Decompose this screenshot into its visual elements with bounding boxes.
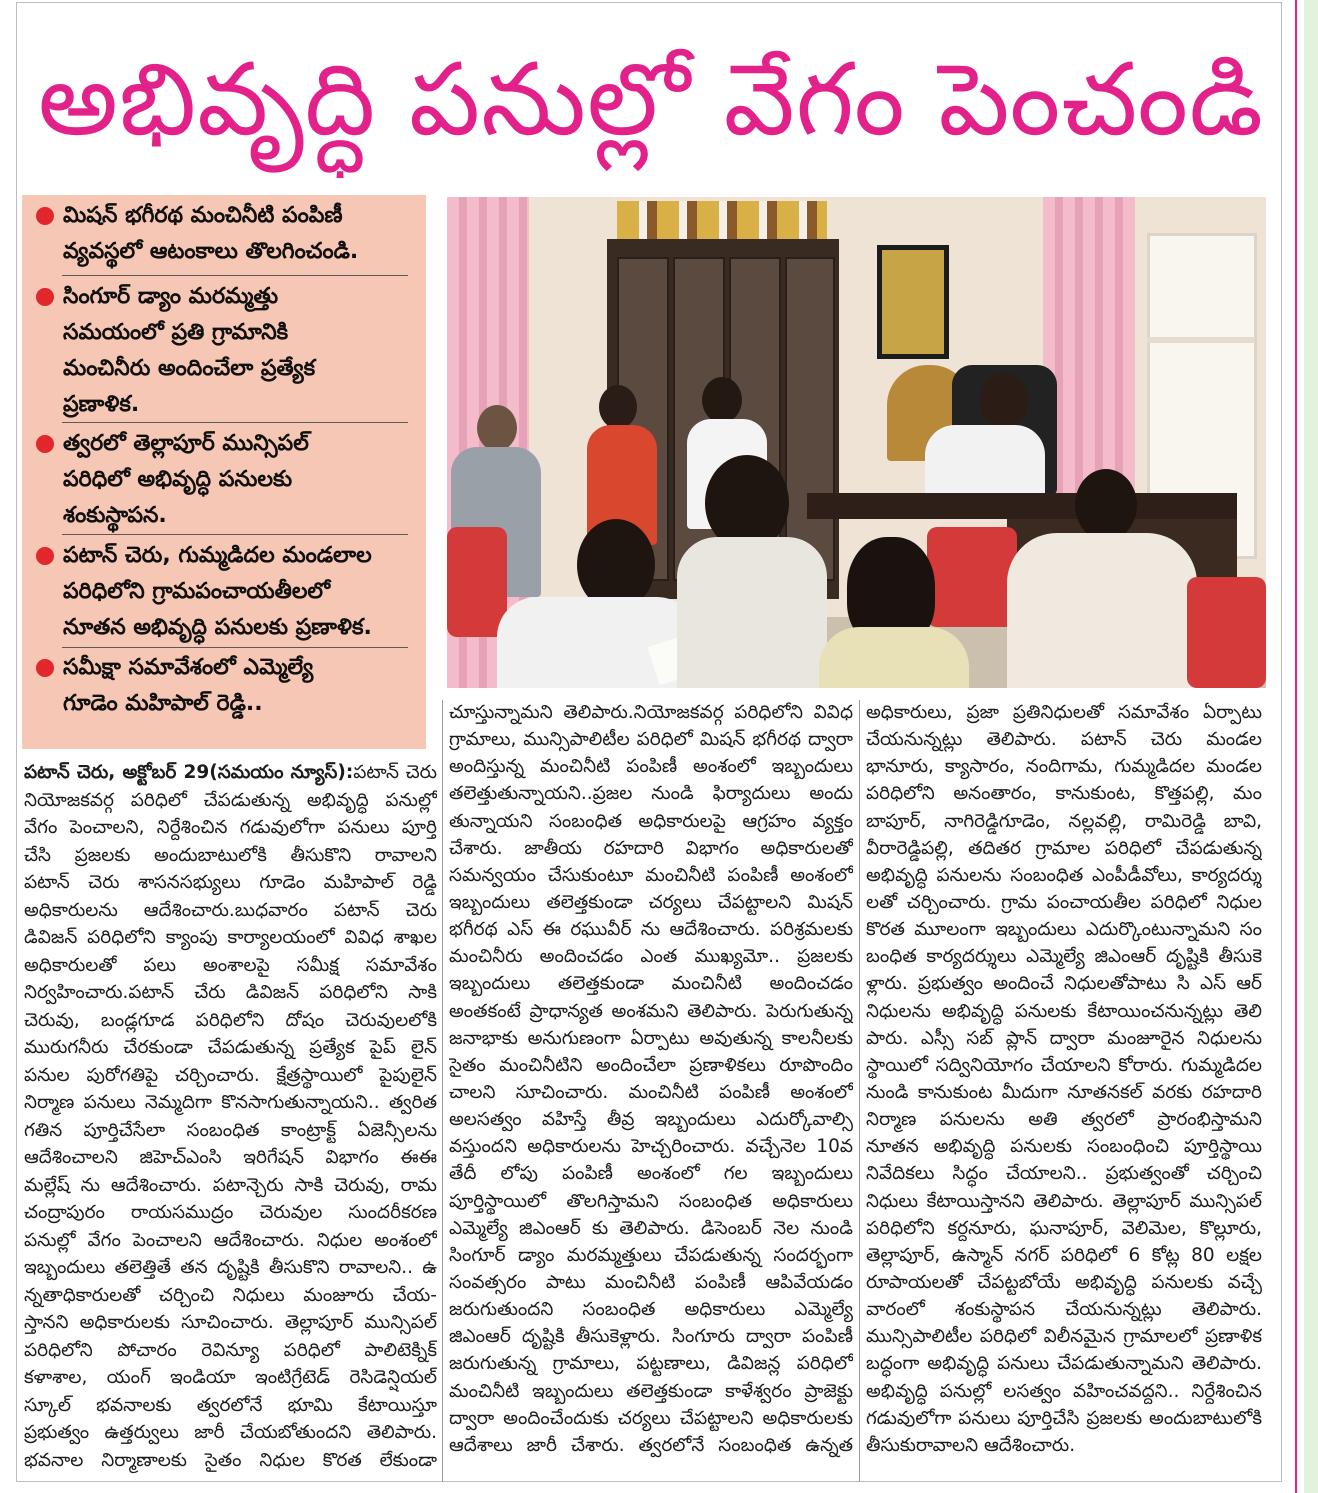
photo-person-white-shirt	[1007, 533, 1197, 688]
edge-strip	[1304, 0, 1318, 1493]
photo-shelf	[1147, 337, 1255, 343]
article-column-3	[866, 699, 1262, 1459]
highlight-item	[22, 538, 426, 646]
article-line: నిధులు కేటాయిస్తానని తెలిపారు. తెల్లాపూర్ మున్సిపల్	[866, 1190, 1262, 1212]
article-line: పటాన్ చెరు శాసనసభ్యులు గూడెం మహిపాల్ రెడ్డి	[24, 872, 437, 893]
article-line: స్తానని అధికారులకు సూచించారు. తెల్లాపూర్ మున్సిపల్	[24, 1312, 437, 1333]
article-line: స్థాయిలో సద్వినియోగం చేయాలని కోరారు. గుమ్మడిదల	[866, 1054, 1262, 1076]
article-line: ఆదేశించాలని జిహెచ్ఎంసి ఇరిగేషన్ విభాగం ఈఈ	[24, 1147, 437, 1168]
article-line: పరిధిలోని కర్దనూరు, ఘనాపూర్, వెలిమెల, కొల్లూరు,	[866, 1217, 1262, 1239]
divider	[62, 275, 408, 276]
article-line: చెరువు, బండ్లగూడ పరిధిలోని దోషం చెరువులలోకి	[24, 1009, 437, 1031]
edge-rule	[1295, 0, 1297, 1493]
article-line: పనుల్లో వేగం పెంచాలని ఆదేశించారు. నిధుల అంశంలో	[24, 1229, 437, 1251]
photo-person-head	[599, 385, 637, 429]
article-line: నిర్మాణ పనులను అతి త్వరలో ప్రారంభిస్తామని	[866, 1109, 1262, 1131]
article-line: అధికారులతో పలు అంశాలపై సమీక్ష సమావేశం	[24, 954, 437, 976]
highlight-item	[22, 650, 426, 722]
article-line: వేగం పెంచాలని, నిర్దేశించిన గడువులోగా పనులు పూర్తి	[24, 817, 437, 838]
bullet-icon	[36, 207, 54, 225]
highlight-item	[22, 198, 426, 270]
article-line: పూర్తిస్థాయిలో తొలగిస్తామని సంబంధిత అధికారులు	[449, 1190, 853, 1212]
article-line: పనుల పురోగతిపై చర్చించారు. క్షేత్రస్థాయిలో పైపులైన్	[24, 1064, 437, 1086]
bullet-icon	[36, 659, 54, 677]
photo-person-head	[980, 373, 1028, 429]
divider	[62, 647, 408, 648]
article-line: చేయనున్నట్లు తెలిపారు. పటాన్ చెరు మండల	[866, 729, 1262, 751]
article-line: డివిజన్ పరిధిలోని క్యాంపు కార్యాలయంలో వివిధ శాఖల	[24, 927, 437, 948]
article-line: పారు. ఎస్సీ సబ్ ప్లాన్ ద్వారా మంజూరైన నిధులను	[866, 1027, 1262, 1049]
column-rule	[859, 700, 860, 1482]
article-line: గడువులోగా పనులు పూర్తిచేసి ప్రజలకు అందుబాటులోకి	[866, 1407, 1262, 1429]
article-line: తెల్లాపూర్, ఉస్మాన్ నగర్ పరిధిలో 6 కోట్ల 80 లక్షల	[866, 1244, 1262, 1266]
photo-awards	[617, 201, 827, 239]
photo-person-head	[702, 377, 742, 423]
article-line: తలెత్తుతున్నాయని..ప్రజల నుండి ఫిర్యాదులు అందు	[449, 783, 853, 805]
article-line: తీసుకురావాలని ఆదేశించారు.	[866, 1434, 1076, 1456]
article-line: చాలని సూచించారు. మంచినీటి పంపిణీ అంశంలో	[449, 1081, 853, 1103]
article-line: ళ్లారు. ప్రభుత్వం అందించే నిధులతోపాటు సి ఎస్ ఆర్	[866, 973, 1262, 995]
article-line: కొరత మూలంగా ఇబ్బందులు ఎదుర్కొంటున్నామని సం	[866, 919, 1262, 941]
photo-desk-top	[807, 493, 1237, 519]
article-line: వస్తుందని అధికారులను హెచ్చరించారు. వచ్చేనెల 10వ	[449, 1136, 853, 1158]
article-line: జనాభాకు అనుగుణంగా ఏర్పాటు అవుతున్న కాలనీలకు	[449, 1027, 853, 1049]
article-line: తేదీ లోపు పంపిణీ అంశంలో గల ఇబ్బందులు	[449, 1163, 853, 1185]
highlight-line: పటాన్ చెరు, గుమ్మడిదల మండలాల	[63, 543, 372, 568]
highlight-line: త్వరలో తెల్లాపూర్ మున్సిపల్	[63, 431, 309, 456]
article-line: చంద్రాపురం రాయసముద్రం చెరువుల సుందరీకరణ	[24, 1202, 437, 1223]
article-line: ద్వారా అందించేందుకు చర్యలు చేపట్టాలని అధికారులకు	[449, 1407, 853, 1429]
article-line: న్నతాధికారులతో చర్చించి నిధులు మంజూరు చేయ-	[24, 1284, 437, 1306]
photo-red-chair	[927, 527, 1017, 627]
photo-person-head	[1075, 469, 1137, 541]
article-line	[24, 759, 437, 787]
article-line: అంతకంటే ప్రాధాన్యత అంశమని తెలిపారు. పెరుగుతున్న	[449, 1000, 853, 1022]
article-text: పటాన్ చెరు	[353, 762, 437, 783]
article-line: ఇబ్బందులు తలెత్తకుండా మంచినీటి అందించడం	[449, 973, 853, 995]
article-line: అలసత్వం వహిస్తే తీవ్ర ఇబ్బందులు ఎదుర్కోవాల్సి	[449, 1109, 853, 1131]
highlight-line: మంచినీరు అందించేలా ప్రత్యేక	[63, 356, 316, 381]
highlight-line: శంకుస్థాపన.	[63, 503, 167, 528]
highlight-line: పరిధిలో అభివృద్ధి పనులకు	[63, 467, 293, 492]
article-line: తున్నాయని సంబంధిత అధికారులపై ఆగ్రహం వ్యక్తం	[449, 810, 853, 832]
photo-portrait-frame	[877, 245, 949, 359]
article-line: ఇబ్బందులు తలెత్తకుండా చర్యలు చేపట్టాలని మిషన్	[449, 891, 853, 913]
highlight-line: మిషన్ భగీరథ మంచినీటి పంపిణీ	[63, 203, 343, 228]
highlight-line: సమీక్షా సమావేశంలో ఎమ్మెల్యే	[63, 655, 314, 680]
article-line: నియోజకవర్గ పరిధిలో చేపడుతున్న అభివృద్ధి పనుల్లో	[24, 789, 437, 811]
article-line: భవనాల నిర్మాణాలకు సైతం నిధుల కొరత లేకుండా	[24, 1449, 437, 1471]
highlight-line: నూతన అభివృద్ధి పనులకు ప్రణాళిక.	[63, 615, 372, 640]
article-line: మురుగనీరు చేరకుండా చేపడుతున్న ప్రత్యేక పైప్ లైన్	[24, 1037, 437, 1058]
highlight-line: గూడెం మహిపాల్ రెడ్డి..	[63, 691, 263, 716]
divider	[62, 422, 408, 423]
article-line: వీరారెడ్డిపల్లి, తదితర గ్రామాల పరిధిలో చేపడుతున్న	[866, 837, 1262, 859]
headline: అభివృద్ధి పనుల్లో వేగం పెంచండి	[37, 41, 1265, 158]
article-line: భగీరథ ఎస్ ఈ రఘువీర్ ను ఆదేశించారు. పరిశ్రమలకు	[449, 919, 853, 941]
article-line: నివేదికలు సిద్ధం చేయాలని.. ప్రభుత్వంతో చర్చించి	[866, 1163, 1262, 1185]
article-column-2	[449, 699, 853, 1459]
highlight-line: సమయంలో ప్రతి గ్రామానికి	[63, 320, 289, 345]
article-line: మంచినీటి ఇబ్బందులు తలెత్తకుండా కాళేశ్వరం ప్రాజెక్టు	[449, 1380, 853, 1402]
article-line: లతో చర్చించారు. గ్రామ పంచాయతీల పరిధిలో నిధుల	[866, 891, 1262, 913]
article-line: సమన్వయం చేసుకుంటూ మంచినీటి పంపిణీ అంశంలో	[449, 864, 853, 886]
article-line: ఇబ్బందులు తలెత్తితే తన దృష్టికి తీసుకొని రావాలని.. ఉ	[24, 1257, 437, 1278]
highlight-line: పరిధిలోని గ్రామపంచాయతీలలో	[63, 579, 331, 604]
article-line: గ్రామాలు, మున్సిపాలిటీల పరిధిలో మిషన్ భగీరథ ద్వారా	[449, 729, 853, 751]
article-line: అభివృద్ధి పనుల్లో లసత్వం వహించవద్దని.. నిర్దేశించిన	[866, 1380, 1262, 1402]
article-line: అభివృద్ధి పనులను సంబంధిత ఎంపీడీవోలు, కార్యదర్శు	[866, 864, 1262, 886]
article-line: రూపాయలతో చేపట్టబోయే అభివృద్ధి పనులకు వచ్చే	[866, 1271, 1262, 1293]
article-line: బంధిత కార్యదర్శులు ఎమ్మెల్యే జిఎంఆర్ దృష్టికి తీసుకె	[866, 946, 1262, 968]
photo-red-chair	[1187, 577, 1266, 688]
article-line: బద్ధంగా అభివృద్ధి పనులు చేపడుతున్నామని తెలిపారు.	[866, 1353, 1262, 1375]
article-line: బాపూర్, నాగిరెడ్డిగూడెం, నల్లవల్లి, రామిరెడ్డి బావి,	[866, 810, 1262, 832]
article-line: మల్లేష్ ను ఆదేశించారు. పటాన్చెరు సాకి చెరువు, రామ	[24, 1174, 437, 1196]
bullet-icon	[36, 547, 54, 565]
article-line: చేశారు. జాతీయ రహదారి విభాగం అధికారులతో	[449, 837, 853, 859]
article-line: పరిధిలోని అనంతారం, కానుకుంట, కొత్తపల్లి, మం	[866, 783, 1262, 805]
article-line: స్కూల్ భవనాలకు త్వరలోనే భూమి కేటాయిస్తూ	[24, 1394, 437, 1416]
photo-cabinet-door	[785, 257, 835, 581]
article-line: సింగూర్ డ్యాం మరమ్మత్తులు చేపడుతున్న సందర్భంగా	[449, 1244, 853, 1266]
article-line: నిర్మాణ పనులు నెమ్మదిగా కొనసాగుతున్నాయని.. త్వరిత	[24, 1092, 437, 1113]
article-line: జరుగుతుందని సంబంధిత అధికారులు ఎమ్మెల్యే	[449, 1299, 853, 1321]
photo-person-white-shirt	[677, 537, 827, 688]
article-line: భానూరు, క్యాసారం, నందిగామ, గుమ్మడిదల మండల	[866, 756, 1262, 778]
article-line: కళాశాల, యంగ్ ఇండియా ఇంటిగ్రేటెడ్ రెసిడెన్షియల్	[24, 1367, 437, 1388]
article-line: నూతన అభివృద్ధి పనులకు సంబంధించి పూర్తిస్థాయి	[866, 1136, 1262, 1158]
article-line: చూస్తున్నామని తెలిపారు.నియోజకవర్గ పరిధిలోని వివిధ	[449, 702, 853, 723]
article-line: పరిధిలోని పోచారం రెవిన్యూ పరిధిలో పాలిటెక్నిక్	[24, 1339, 437, 1361]
article-line: నిర్వహించారు.పటాన్ చేరు డివిజన్ పరిధిలోని సాకి	[24, 982, 437, 1003]
photo-person-head	[477, 405, 517, 451]
highlights-box	[22, 195, 426, 749]
article-line: ప్రభుత్వం ఉత్తర్వులు జారీ చేయబోతుందని తెలిపారు.	[24, 1422, 437, 1443]
article-column-1	[24, 759, 437, 1474]
article-line: వారంలో శంకుస్థాపన చేయనున్నట్లు తెలిపారు.	[866, 1299, 1262, 1321]
column-rule	[442, 700, 443, 1482]
article-line: నిధులను అభివృద్ధి పనులకు కేటాయించనున్నట్లు తెలి	[866, 1000, 1262, 1022]
highlight-item	[22, 426, 426, 534]
article-line: ఆదేశాలు జారీ చేశారు. త్వరలోనే సంబంధిత ఉన్నత	[449, 1434, 853, 1456]
article-line: గతిన పూర్తిచేసేలా సంబంధిత కాంట్రాక్ట్ ఏజెన్సీలను	[24, 1119, 437, 1141]
article-line: అధికారులను ఆదేశించారు.బుధవారం పటాన్ చెరు	[24, 899, 437, 921]
article-line: సైతం మంచినీటిని అందించేలా ప్రణాళికలు రూపొందిం	[449, 1054, 853, 1076]
article-line: అధికారులు, ప్రజా ప్రతినిధులతో సమావేశం ఏర్పాటు	[866, 702, 1262, 723]
article-line: ఎమ్మెల్యే జిఎంఆర్ కు తెలిపారు. డిసెంబర్ నెల నుండి	[449, 1217, 853, 1239]
highlight-line: ప్రణాళిక.	[63, 392, 140, 417]
divider	[62, 534, 408, 535]
article-line: అందిస్తున్న మంచినీటి పంపిణీ అంశంలో ఇబ్బందులు	[449, 756, 853, 778]
highlight-line: సింగూర్ డ్యాం మరమ్మత్తు	[63, 284, 279, 309]
article-line: చేసి ప్రజలకు అందుబాటులోకి తీసుకొని రావాలని	[24, 844, 437, 866]
article-line: సంవత్సరం పాటు మంచినీటి పంపిణీ ఆపివేయడం	[449, 1271, 853, 1293]
article-line: మున్సిపాలిటీల పరిధిలో విలీనమైన గ్రామాలలో ప్రణాళిక	[866, 1326, 1262, 1348]
article-line: మంచినీరు అందించడం ఎంత ముఖ్యమో.. ప్రజలకు	[449, 946, 853, 968]
photo-red-chair	[447, 527, 507, 637]
highlight-item	[22, 279, 426, 423]
highlight-line: వ్యవస్థలో ఆటంకాలు తొలగించండి.	[63, 239, 359, 264]
article-line: జిఎంఆర్ దృష్టికి తీసుకెళ్లారు. సింగూరు ద్వారా పంపిణీ	[449, 1326, 853, 1348]
photo-person-yellow-top	[819, 627, 969, 688]
article-line: నుండి కానుకుంట మీదుగా నూతనకల్ వరకు రహదారి	[866, 1081, 1262, 1103]
meeting-photo	[447, 197, 1266, 688]
article-line: జరుగుతున్న గ్రామాలు, పట్టణాలు, డివిజన్ల పరిధిలో	[449, 1353, 853, 1375]
dateline: పటాన్ చెరు, అక్టోబర్ 29(సమయం న్యూస్):	[24, 762, 354, 783]
bullet-icon	[36, 435, 54, 453]
bullet-icon	[36, 288, 54, 306]
